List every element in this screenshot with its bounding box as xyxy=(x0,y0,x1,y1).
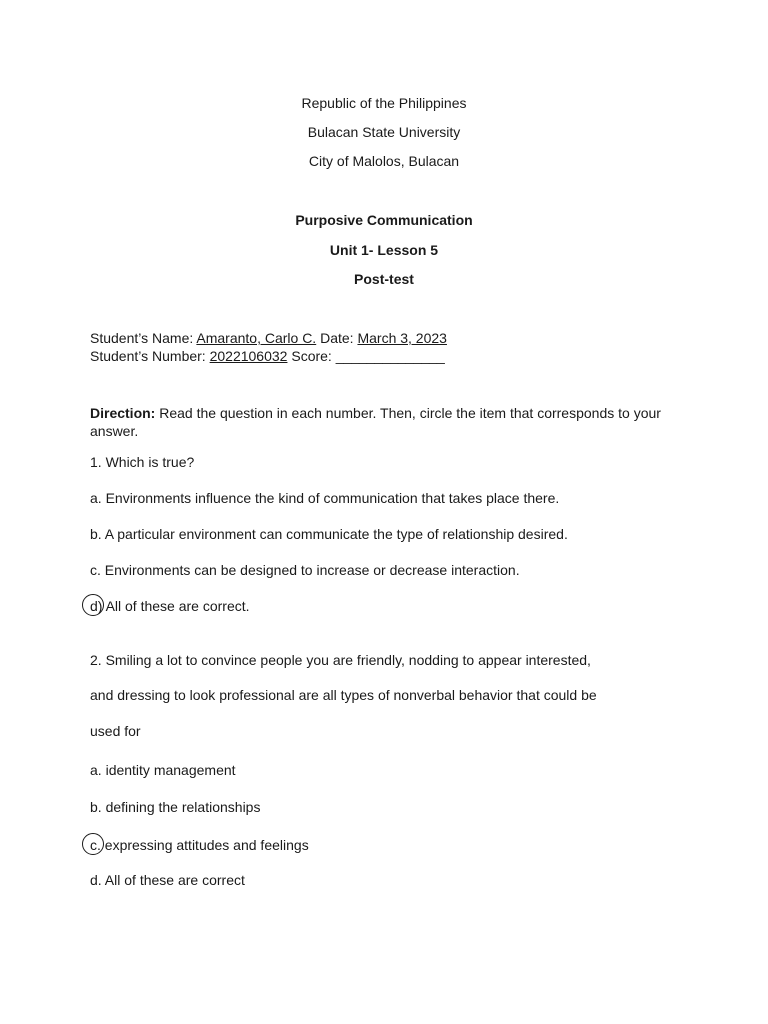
q2-option-c[interactable] xyxy=(90,836,309,854)
option-text: Environments influence the kind of communication that takes place there. xyxy=(101,490,560,506)
direction-paragraph xyxy=(90,404,690,440)
question-2-stem-line-1: 2. Smiling a lot to convince people you are friendly, nodding to appear interested, xyxy=(90,652,591,668)
option-letter: a. xyxy=(90,490,102,506)
question-2-stem-line-2: and dressing to look professional are all types of nonverbal behavior that could be xyxy=(90,687,597,703)
student-name-label: Student’s Name: xyxy=(90,330,197,346)
option-letter: c. xyxy=(90,837,101,853)
date-value: March 3, 2023 xyxy=(357,330,447,346)
option-text: All of these are correct. xyxy=(102,598,250,614)
student-name-line xyxy=(90,329,447,347)
header-university: Bulacan State University xyxy=(307,124,461,140)
option-letter: b. xyxy=(90,526,102,542)
option-letter: c. xyxy=(90,562,101,578)
student-number-label: Student’s Number: xyxy=(90,348,210,364)
student-number-value: 2022106032 xyxy=(209,348,288,364)
option-letter: a. xyxy=(90,762,102,778)
option-letter: b. xyxy=(90,799,102,815)
course-unit: Unit 1- Lesson 5 xyxy=(329,242,439,258)
q1-selected-answer xyxy=(90,597,102,615)
q2-selected-answer xyxy=(90,836,101,854)
header-city: City of Malolos, Bulacan xyxy=(308,153,460,169)
q1-option-d[interactable] xyxy=(90,597,250,615)
option-text: A particular environment can communicate the type of relationship desired. xyxy=(101,526,568,542)
q1-option-a[interactable] xyxy=(90,489,559,507)
q1-option-c[interactable] xyxy=(90,561,520,579)
option-text: Environments can be designed to increase or decrease interaction. xyxy=(100,562,520,578)
direction-label: Direction: xyxy=(90,405,156,421)
student-name-value: Amaranto, Carlo C. xyxy=(196,330,317,346)
option-text: identity management xyxy=(101,762,236,778)
question-1-stem: 1. Which is true? xyxy=(90,454,195,470)
q2-option-b[interactable] xyxy=(90,798,260,816)
option-text: defining the relationships xyxy=(101,799,261,815)
direction-text: Read the question in each number. Then, circle the item that corresponds to your answer. xyxy=(90,405,661,439)
score-label: Score: xyxy=(287,348,336,364)
question-2-stem-line-3: used for xyxy=(90,723,141,739)
option-letter: d) xyxy=(90,598,103,614)
course-title: Purposive Communication xyxy=(295,212,473,228)
date-label: Date: xyxy=(316,330,358,346)
q1-option-b[interactable] xyxy=(90,525,568,543)
option-text: All of these are correct xyxy=(101,872,245,888)
student-number-line xyxy=(90,347,445,365)
header-republic: Republic of the Philippines xyxy=(301,95,467,111)
option-letter: d. xyxy=(90,872,102,888)
option-text: expressing attitudes and feelings xyxy=(100,837,309,853)
q2-option-d[interactable] xyxy=(90,871,245,889)
course-test: Post-test xyxy=(354,271,414,287)
q2-option-a[interactable] xyxy=(90,761,236,779)
score-blank: ______________ xyxy=(335,348,445,364)
